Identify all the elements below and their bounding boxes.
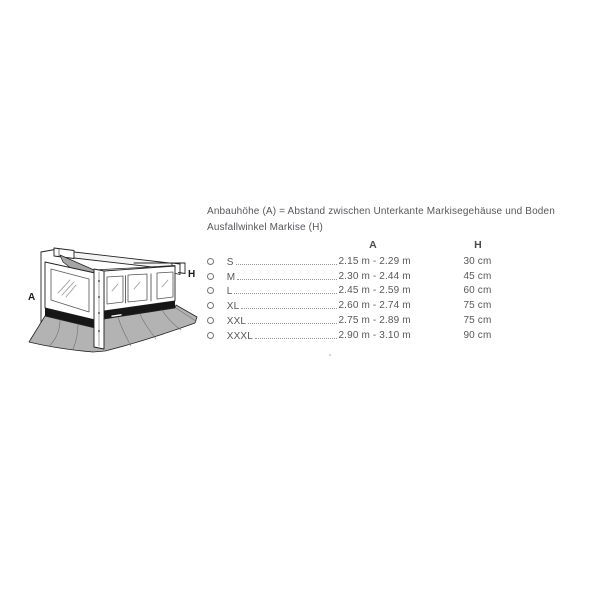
option-circle xyxy=(207,273,227,280)
size-row-s xyxy=(207,254,503,269)
a-value: 2.45 m - 2.59 m xyxy=(338,285,411,297)
option-circle xyxy=(207,287,227,294)
info-panel xyxy=(207,204,555,343)
h-value: 75 cm xyxy=(463,300,492,312)
h-value: 30 cm xyxy=(463,255,492,267)
description-line-1: Anbauhöhe (A) = Abstand zwischen Unterkante Markisegehäuse und Boden xyxy=(207,206,555,217)
column-header-a: A xyxy=(369,239,377,251)
dotted-leader xyxy=(241,299,337,309)
circle-icon xyxy=(207,258,214,265)
column-header-h: H xyxy=(474,239,482,251)
option-circle xyxy=(207,332,227,339)
size-row-xl xyxy=(207,298,503,313)
a-value: 2.15 m - 2.29 m xyxy=(338,255,411,267)
h-value: 90 cm xyxy=(463,329,492,341)
description-line-2: Ausfallwinkel Markise (H) xyxy=(207,222,323,233)
dotted-leader xyxy=(237,270,337,280)
circle-icon xyxy=(207,273,214,280)
size-row-m xyxy=(207,269,503,284)
circle-icon xyxy=(207,302,214,309)
dotted-leader xyxy=(234,284,337,294)
a-value: 2.90 m - 3.10 m xyxy=(338,329,411,341)
size-label: XXXL xyxy=(226,330,253,342)
size-label: S xyxy=(226,256,234,268)
dotted-leader xyxy=(236,255,338,265)
h-value: 45 cm xyxy=(463,270,492,282)
a-value: 2.60 m - 2.74 m xyxy=(338,300,411,312)
option-circle xyxy=(207,258,227,265)
diagram-label-a: A xyxy=(28,292,36,303)
option-circle xyxy=(207,317,227,324)
size-label: L xyxy=(226,286,233,298)
option-circle xyxy=(207,302,227,309)
size-label: XXL xyxy=(226,316,247,328)
size-table xyxy=(207,254,507,343)
diagram-label-h: H xyxy=(188,269,196,280)
size-label: XL xyxy=(226,301,240,313)
circle-icon xyxy=(207,317,214,324)
size-row-xxxl xyxy=(207,328,503,343)
circle-icon xyxy=(207,332,214,339)
table-header xyxy=(207,239,507,252)
circle-icon xyxy=(207,287,214,294)
size-row-xxl xyxy=(207,313,503,328)
dotted-leader xyxy=(248,314,337,324)
size-row-l xyxy=(207,284,503,299)
h-value: 75 cm xyxy=(463,315,492,327)
a-value: 2.75 m - 2.89 m xyxy=(338,315,411,327)
faint-mark xyxy=(329,354,331,356)
a-value: 2.30 m - 2.44 m xyxy=(338,270,411,282)
h-value: 60 cm xyxy=(463,285,492,297)
dotted-leader xyxy=(255,329,338,339)
size-label: M xyxy=(226,271,236,283)
